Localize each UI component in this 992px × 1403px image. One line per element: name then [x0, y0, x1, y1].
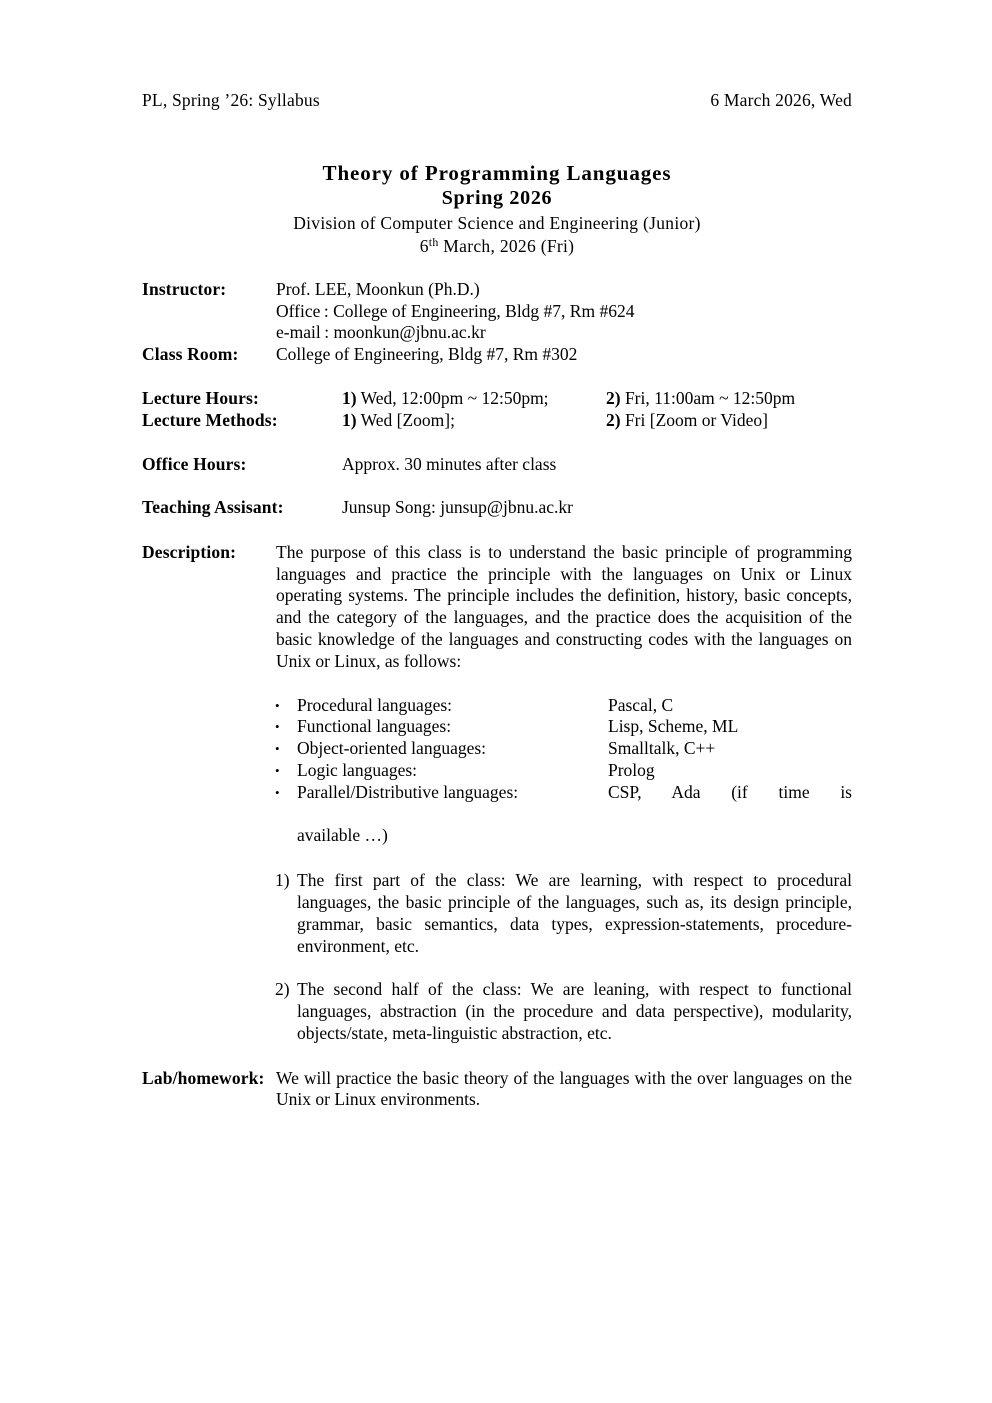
- instructor-email: e-mail : moonkun@jbnu.ac.kr: [276, 322, 486, 343]
- lecture-hours-slot-1: [342, 388, 606, 410]
- language-category-name: Object-oriented languages:: [297, 738, 487, 759]
- instructor-label: Instructor:: [142, 279, 227, 299]
- bullet-icon: •: [275, 697, 280, 713]
- description-section: [142, 542, 852, 673]
- lab-homework-label: Lab/homework:: [142, 1067, 265, 1088]
- language-category-value: CSP, Ada (if time is: [608, 781, 852, 802]
- list-item: [275, 716, 852, 738]
- header-right-date: 6 March 2026, Wed: [710, 90, 852, 110]
- description-label: Description:: [142, 541, 237, 562]
- lab-homework-section: [142, 1068, 852, 1112]
- lecture-methods-section: [142, 410, 852, 432]
- bullet-icon: •: [275, 762, 280, 778]
- office-hours-section: [142, 454, 852, 476]
- page-subtitle: Spring 2026: [441, 187, 553, 209]
- bullet-icon: •: [275, 784, 280, 800]
- office-hours-value: Approx. 30 minutes after class: [342, 453, 557, 474]
- title-block: [142, 161, 852, 258]
- language-category-value: Prolog: [608, 759, 655, 780]
- slot-1-text: Wed, 12:00pm ~ 12:50pm;: [356, 388, 549, 409]
- language-category-name: Logic languages:: [297, 759, 418, 780]
- lecture-hours-label: Lecture Hours:: [142, 388, 259, 409]
- header-left-text: PL, Spring ’26: Syllabus: [142, 90, 320, 110]
- language-category-value: Pascal, C: [608, 694, 674, 715]
- bullet-icon: •: [275, 719, 280, 735]
- spacer: [142, 847, 852, 870]
- division-line: Division of Computer Science and Engineering (Junior): [293, 213, 701, 233]
- lecture-methods-slot-1: [342, 410, 606, 432]
- class-room-value: College of Engineering, Bldg #7, Rm #302: [276, 343, 578, 364]
- teaching-assistant-label: Teaching Assisant:: [142, 497, 284, 518]
- running-header: [142, 90, 852, 111]
- lecture-hours-section: [142, 388, 852, 410]
- spacer: [142, 475, 852, 497]
- slot-2-marker: 2): [606, 388, 621, 409]
- document-date: [142, 235, 852, 258]
- method-2-marker: 2): [606, 409, 621, 430]
- bullet-icon: •: [275, 741, 280, 757]
- spacer: [142, 519, 852, 542]
- numbered-paragraph: [275, 979, 852, 1044]
- date-ordinal-suffix: th: [428, 234, 439, 249]
- slot-2-text: Fri, 11:00am ~ 12:50pm: [620, 388, 796, 409]
- method-1-marker: 1): [342, 409, 357, 430]
- list-item: [275, 738, 852, 760]
- language-category-value: Smalltalk, C++: [608, 738, 716, 759]
- spacer: [142, 432, 852, 454]
- language-category-name: Procedural languages:: [297, 694, 453, 715]
- date-remainder: March, 2026 (Fri): [438, 236, 575, 256]
- spacer: [142, 957, 852, 979]
- paragraph-text: The second half of the class: We are leaning, with respect to functional languages, abstraction (in the procedure and data perspective), modularity, objects/state, meta-linguistic abstraction, etc.: [297, 979, 852, 1043]
- class-room-label: Class Room:: [142, 343, 239, 364]
- paragraph-text: The first part of the class: We are learning, with respect to procedural languages, the basic principle of the languages, such as, its design principle, grammar, basic semantics, data types, expression-statements, procedure-environment, etc.: [297, 870, 852, 956]
- teaching-assistant-section: [142, 497, 852, 519]
- language-category-name: Functional languages:: [297, 716, 452, 737]
- page-title: Theory of Programming Languages: [322, 161, 672, 185]
- language-category-list: [275, 695, 852, 848]
- numbered-paragraph: [275, 870, 852, 957]
- lab-homework-text: We will practice the basic theory of the languages with the over languages on the Unix or Linux environments.: [276, 1067, 852, 1110]
- method-1-text: Wed [Zoom];: [356, 409, 455, 430]
- lecture-methods-slot-2: [606, 410, 852, 432]
- instructor-office: Office : College of Engineering, Bldg #7, Rm #624: [276, 300, 635, 321]
- class-room-section: [142, 344, 852, 366]
- instructor-name: Prof. LEE, Moonkun (Ph.D.): [276, 279, 480, 299]
- office-hours-label: Office Hours:: [142, 453, 247, 474]
- instructor-details: [276, 279, 852, 344]
- language-category-continuation: available …): [297, 825, 388, 846]
- lecture-hours-slot-2: [606, 388, 852, 410]
- date-number: 6: [419, 236, 429, 256]
- slot-1-marker: 1): [342, 388, 357, 409]
- teaching-assistant-value: Junsup Song: junsup@jbnu.ac.kr: [342, 497, 573, 518]
- list-item: [275, 782, 852, 826]
- spacer: [142, 365, 852, 388]
- paragraph-marker: 1): [275, 870, 290, 891]
- list-item: [275, 695, 852, 717]
- description-paragraph: The purpose of this class is to understand the basic principle of programming languages and practice the principle with the languages on Unix or Linux operating systems. The principle includes the definition, history, basic concepts, and the category of the languages, and the practice does the acquisition of the basic knowledge of the languages and constructing codes with the languages on Unix or Linux, as follows:: [276, 541, 852, 671]
- language-category-name: Parallel/Distributive languages:: [297, 781, 519, 802]
- lecture-methods-label: Lecture Methods:: [142, 409, 278, 430]
- language-category-value: Lisp, Scheme, ML: [608, 716, 739, 737]
- list-item: [275, 760, 852, 782]
- spacer: [142, 1045, 852, 1068]
- paragraph-marker: 2): [275, 979, 290, 1000]
- instructor-section: [142, 279, 852, 344]
- method-2-text: Fri [Zoom or Video]: [620, 409, 768, 430]
- document-body: [142, 279, 852, 1111]
